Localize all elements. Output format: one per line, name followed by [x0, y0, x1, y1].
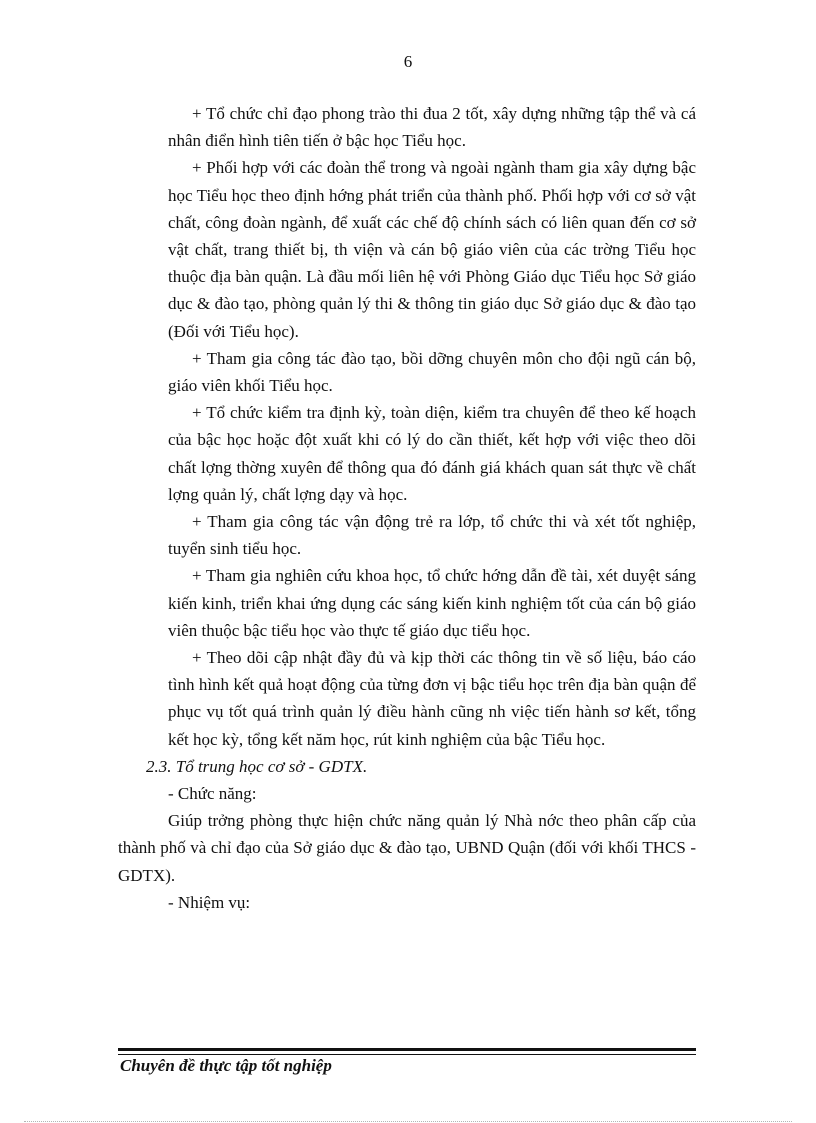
- function-text: Giúp trởng phòng thực hiện chức năng quản lý Nhà nớc theo phân cấp của thành phố và chỉ đạo của Sở giáo dục & đào tạo, UBND Quận (đối với khối THCS - GDTX).: [118, 811, 696, 885]
- paragraph-training: + Tham gia công tác đào tạo, bồi dỡng chuyên môn cho đội ngũ cán bộ, giáo viên khối Tiểu học.: [168, 348, 696, 396]
- duty-label: - Nhiệm vụ:: [168, 892, 251, 912]
- footer-rule: [118, 1048, 696, 1051]
- document-body: [118, 100, 696, 916]
- paragraph-reporting: + Theo dõi cập nhật đầy đủ và kịp thời các thông tin về số liệu, báo cáo tình hình kết quả hoạt động của từng đơn vị bậc tiểu học trên địa bàn quận để phục vụ tốt quá trình quản lý điều hành cũng nh việc tiến hành sơ kết, tổng kết học kỳ, tổng kết năm học, rút kinh nghiệm của bậc Tiểu học.: [168, 648, 696, 749]
- paragraph-research: + Tham gia nghiên cứu khoa học, tổ chức hớng dẫn đề tài, xét duyệt sáng kiến kinh, triển khai ứng dụng các sáng kiến kinh nghiệm tốt của cán bộ giáo viên thuộc bậc tiểu học vào thực tế giáo dục tiểu học.: [168, 566, 696, 640]
- section-heading: 2.3. Tổ trung học cơ sở - GDTX.: [146, 756, 368, 776]
- page-bottom-edge: [24, 1121, 792, 1122]
- paragraph-emulation: + Tổ chức chỉ đạo phong trào thi đua 2 tốt, xây dựng những tập thể và cá nhân điển hình tiên tiến ở bậc học Tiểu học.: [168, 104, 696, 151]
- paragraph-coordination: + Phối hợp với các đoàn thể trong và ngoài ngành tham gia xây dựng bậc học Tiểu học theo định hớng phát triển của thành phố. Phối hợp với cơ sở vật chất, công đoàn ngành, để xuất các chế độ chính sách có liên quan đến cơ sở vật chất, trang thiết bị, th viện và cán bộ giáo viên của các trờng Tiểu học thuộc địa bàn quận. Là đầu mối liên hệ với Phòng Giáo dục Tiểu học Sở giáo dục & đào tạo, phòng quản lý thi & thông tin giáo dục Sở giáo dục & đào tạo (Đối với Tiểu học).: [168, 158, 696, 341]
- footer-rule-thin: [118, 1054, 696, 1055]
- paragraph-inspection: + Tổ chức kiểm tra định kỳ, toàn diện, kiểm tra chuyên để theo kế hoạch của bậc học hoặc đột xuất khi có lý do cần thiết, kết hợp với việc theo dõi chất lợng thờng xuyên để thông qua đó đánh giá khách quan sát thực về chất lợng quản lý, chất lợng dạy và học.: [168, 403, 696, 504]
- function-label: - Chức năng:: [168, 784, 257, 804]
- footer-title: Chuyên đề thực tập tốt nghiệp: [120, 1056, 332, 1075]
- paragraph-enrollment: + Tham gia công tác vận động trẻ ra lớp, tổ chức thi và xét tốt nghiệp, tuyển sinh tiểu học.: [168, 512, 696, 559]
- page-number: 6: [403, 52, 413, 71]
